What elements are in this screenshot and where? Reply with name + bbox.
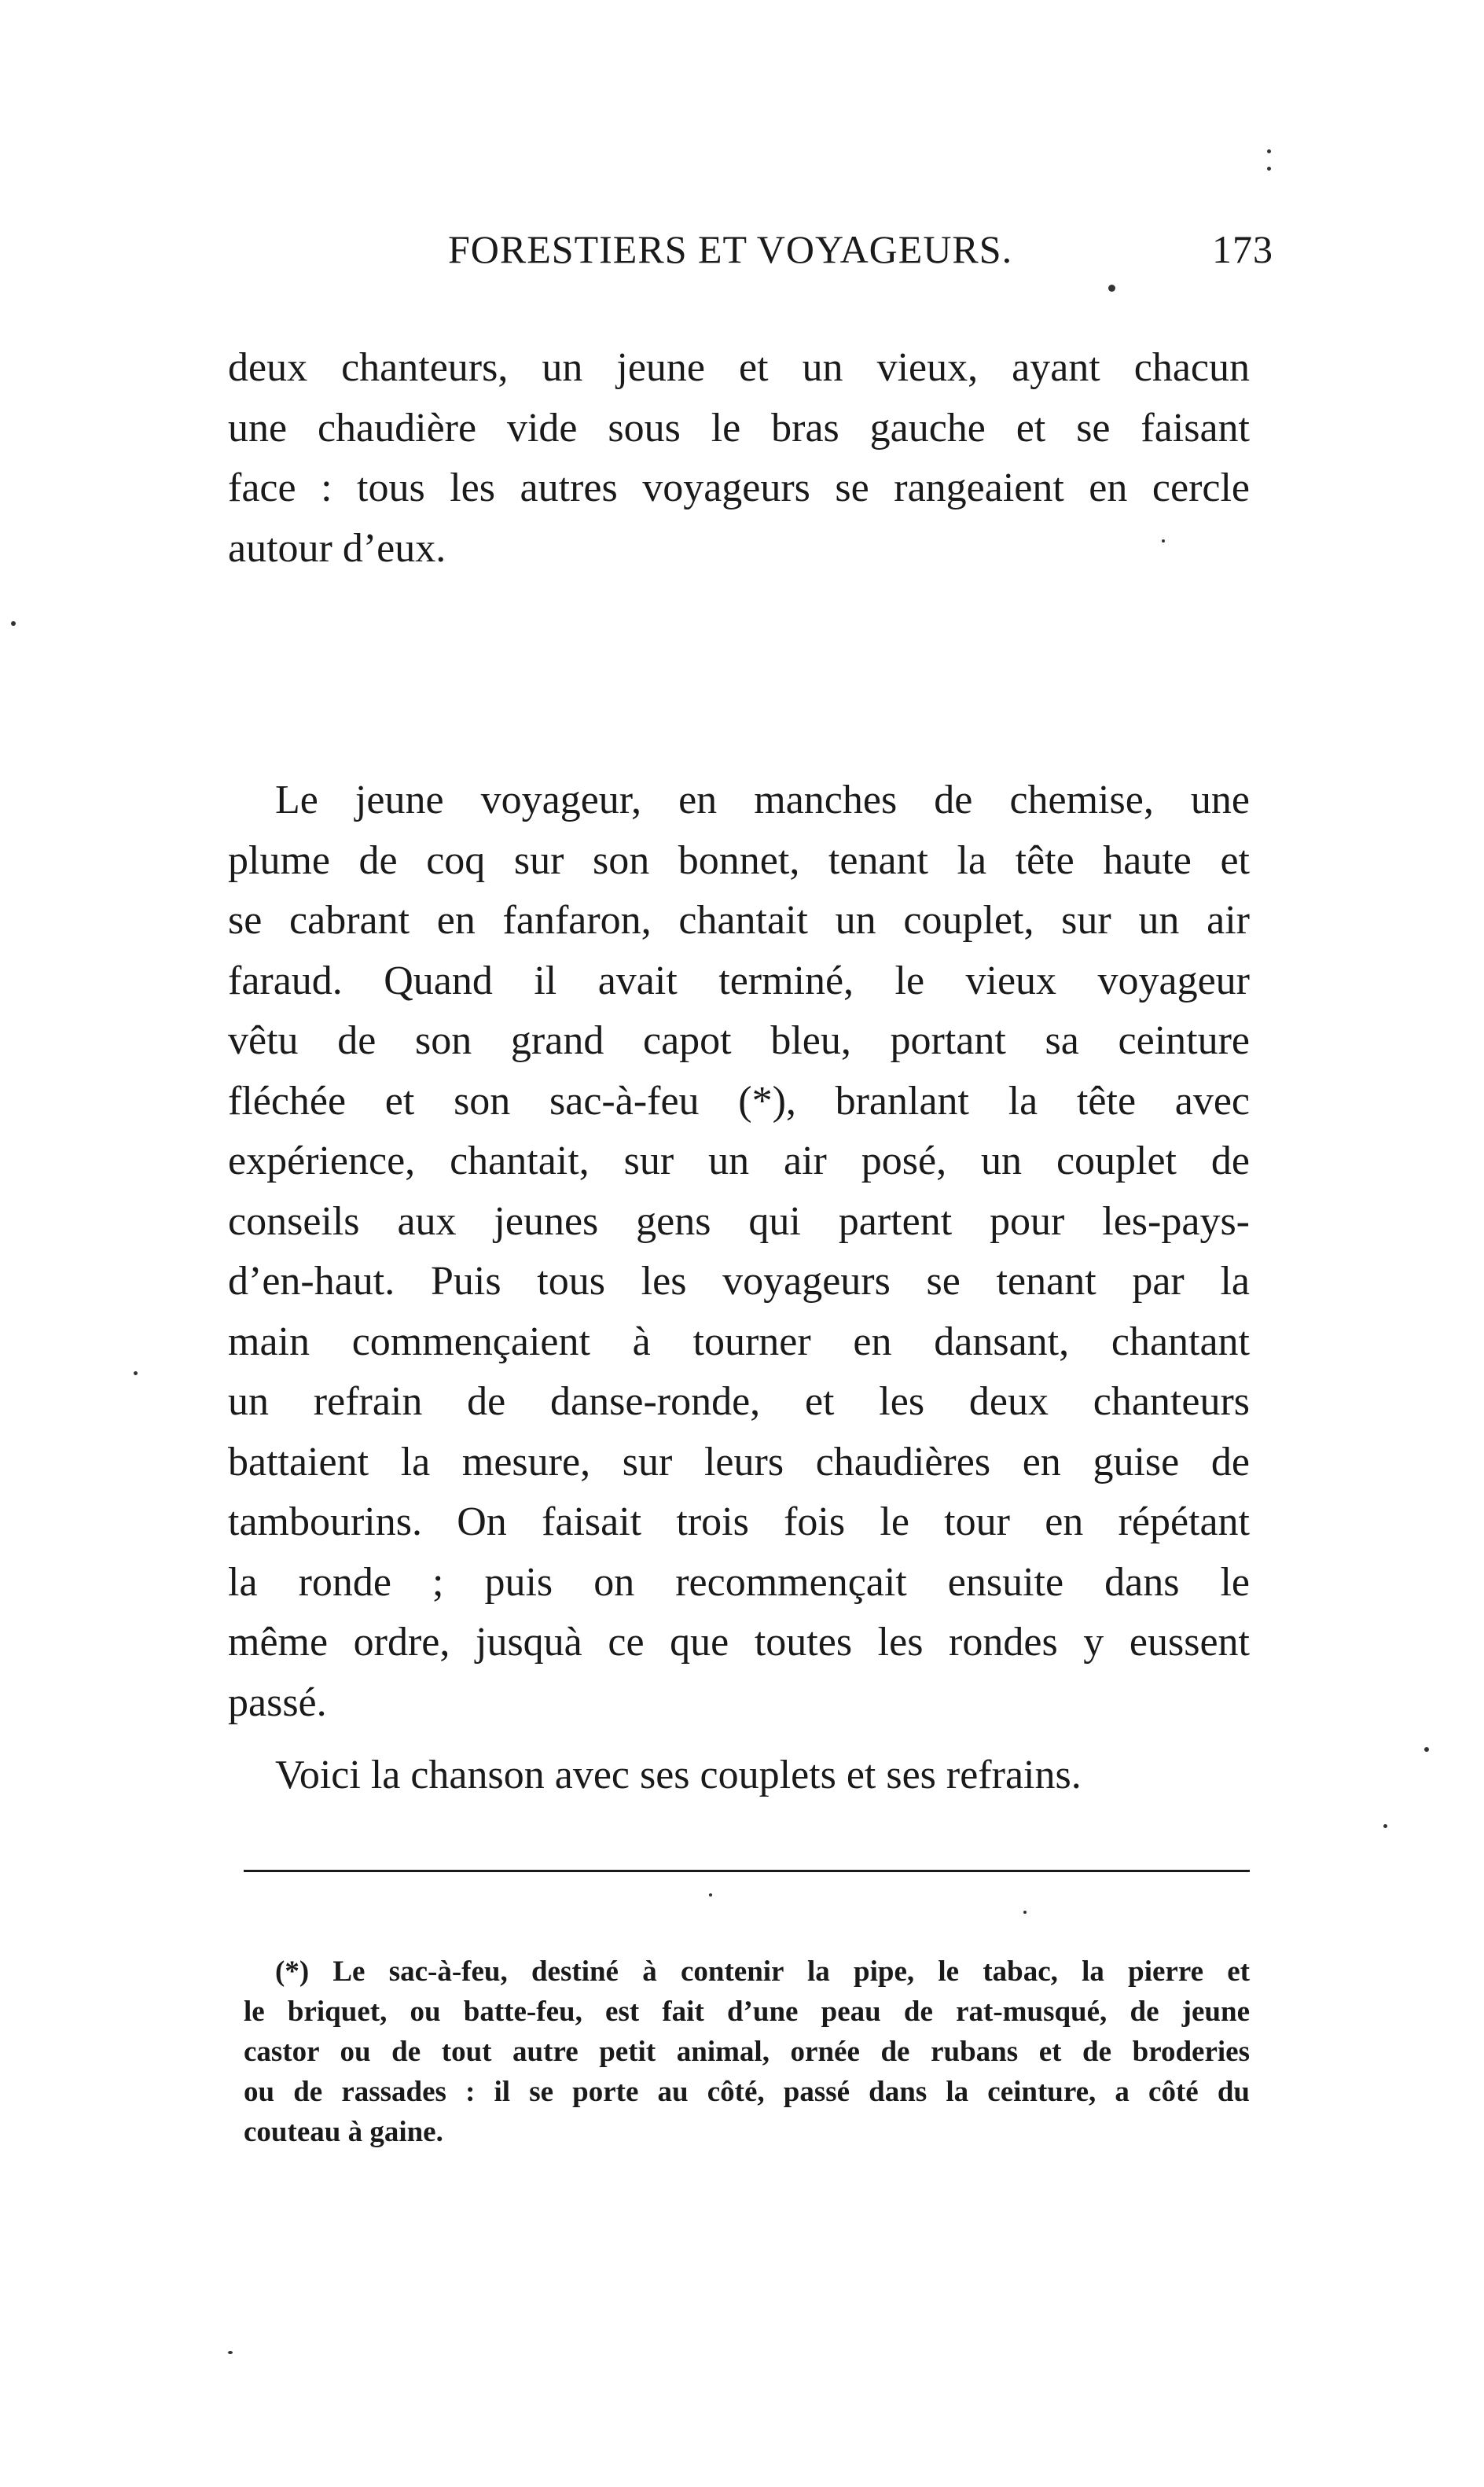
text-line: main commençaient à tourner en dansant, chantant [228,1319,1250,1364]
page-number: 173 [1212,227,1273,271]
footnote-line: (*) Le sac-à-feu, destiné à contenir la pipe, le tabac, la pierre et [275,1955,1250,1988]
scan-speck [228,2351,233,2354]
text-line: conseils aux jeunes gens qui partent pour les-pays- [228,1198,1250,1244]
paragraph-2 [228,771,1250,1733]
text-line: d’en-haut. Puis tous les voyageurs se tenant par la [228,1259,1250,1304]
text-line: même ordre, jusquà ce que toutes les rondes y eussent [228,1620,1250,1665]
scan-speck [1424,1747,1429,1752]
scan-speck [1162,539,1165,543]
scan-speck [1023,1911,1027,1914]
text-line: passé. [228,1679,327,1725]
text-line: autour d’eux. [228,525,446,571]
text-line: deux chanteurs, un jeune et un vieux, ayant chacun [228,345,1250,390]
paragraph-3 [228,1746,1250,1806]
footnote [244,1952,1250,2152]
footnote-line: le briquet, ou batte-feu, est fait d’une peau de rat-musqué, de jeune [244,1996,1250,2028]
scan-speck [1267,167,1271,171]
text-line: fléchée et son sac-à-feu (*), branlant la tête avec [228,1078,1250,1124]
text-line: faraud. Quand il avait terminé, le vieux voyageur [228,958,1250,1003]
footnote-rule [244,1870,1250,1872]
text-line: Voici la chanson avec ses couplets et ses refrains. [275,1753,1082,1797]
text-line: vêtu de son grand capot bleu, portant sa ceinture [228,1018,1250,1063]
footnote-line: couteau à gaine. [244,2116,443,2148]
page-header [228,226,1273,289]
scan-speck [1383,1824,1387,1828]
scan-speck [709,1893,712,1897]
text-line: un refrain de danse-ronde, et les deux chanteurs [228,1379,1250,1424]
scan-speck [1108,285,1115,292]
scan-speck [11,621,16,626]
text-line: Le jeune voyageur, en manches de chemise, une [275,778,1250,822]
text-line: battaient la mesure, sur leurs chaudières en guise de [228,1439,1250,1484]
text-line: face : tous les autres voyageurs se rangeaient en cercle [228,465,1250,510]
text-line: se cabrant en fanfaron, chantait un couplet, sur un air [228,898,1250,943]
text-line: la ronde ; puis on recommençait ensuite dans le [228,1559,1250,1605]
text-line: expérience, chantait, sur un air posé, un couplet de [228,1139,1250,1183]
scan-speck [1267,149,1271,153]
text-line: tambourins. On faisait trois fois le tour en répétant [228,1499,1250,1544]
footnote-line: ou de rassades : il se porte au côté, passé dans la ceinture, a côté du [244,2076,1250,2108]
footnote-line: castor ou de tout autre petit animal, ornée de rubans et de broderies [244,2036,1250,2068]
running-title: FORESTIERS ET VOYAGEURS. [448,227,1013,271]
paragraph-1 [228,338,1250,579]
text-line: plume de coq sur son bonnet, tenant la tête haute et [228,837,1250,883]
scan-speck [134,1371,138,1375]
text-line: une chaudière vide sous le bras gauche et se faisant [228,405,1250,451]
